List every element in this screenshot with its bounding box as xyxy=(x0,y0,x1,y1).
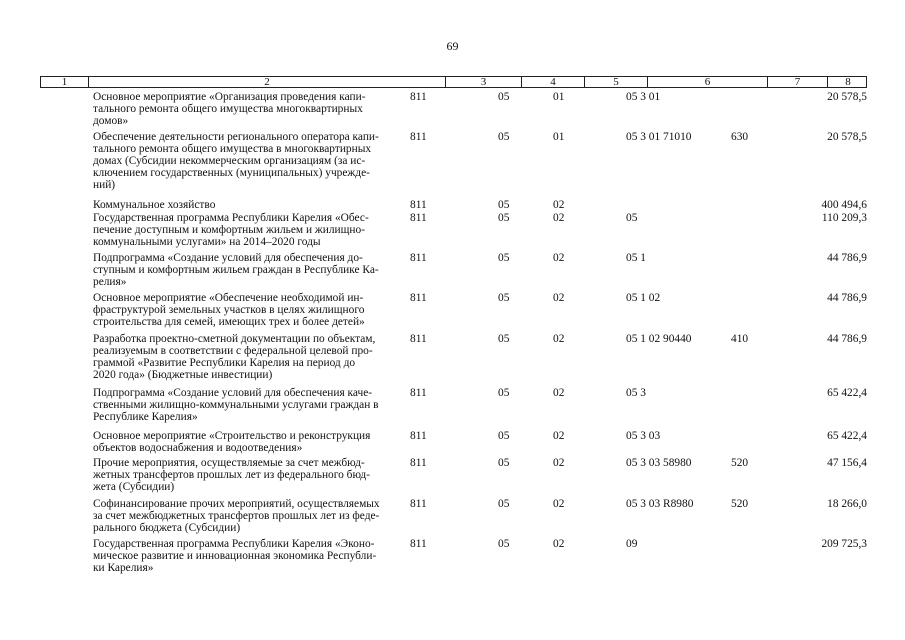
row-description xyxy=(93,457,398,493)
row-description-line: релия» xyxy=(93,276,127,288)
row-description xyxy=(93,91,398,127)
row-description xyxy=(93,333,398,381)
row-amount: 65 422,4 xyxy=(827,430,867,442)
header-col-3: 3 xyxy=(446,77,522,87)
header-col-5: 5 xyxy=(585,77,648,87)
row-description-line: коммунальными услугами» на 2014–2020 годы xyxy=(93,236,321,248)
row-description xyxy=(93,212,398,248)
row-description-line: Коммунальное хозяйство xyxy=(93,199,216,211)
row-description-line: Основное мероприятие «Организация проведения капи- xyxy=(93,91,366,103)
row-target-article: 05 3 03 R8980 xyxy=(626,498,694,510)
row-section: 05 xyxy=(498,199,510,211)
row-description-line: Обеспечение деятельности регионального оператора капи- xyxy=(93,131,379,143)
row-description xyxy=(93,387,398,423)
row-expense-type: 520 xyxy=(731,498,749,510)
row-section: 05 xyxy=(498,91,510,103)
row-target-article: 05 1 02 90440 xyxy=(626,333,692,345)
row-subsection: 02 xyxy=(553,430,565,442)
row-amount: 400 494,6 xyxy=(821,199,867,211)
row-amount: 209 725,3 xyxy=(821,538,867,550)
row-target-article: 05 3 01 xyxy=(626,91,661,103)
row-expense-type: 410 xyxy=(731,333,749,345)
row-description-line: печение доступным и комфортным жильем и жилищно- xyxy=(93,224,365,236)
row-description-line: ний) xyxy=(93,179,116,191)
row-amount: 44 786,9 xyxy=(827,252,867,264)
row-description xyxy=(93,538,398,574)
row-target-article: 05 3 xyxy=(626,387,646,399)
row-description-line: Основное мероприятие «Обеспечение необходимой ин- xyxy=(93,292,364,304)
row-description-line: домах (Субсидии некоммерческим организациям (за ис- xyxy=(93,155,366,167)
row-expense-type: 630 xyxy=(731,131,749,143)
row-grbs: 811 xyxy=(410,131,427,143)
row-subsection: 02 xyxy=(553,199,565,211)
row-target-article: 05 1 xyxy=(626,252,646,264)
row-description-line: Софинансирование прочих мероприятий, осуществляемых xyxy=(93,498,380,510)
row-amount: 110 209,3 xyxy=(821,212,867,224)
header-col-1: 1 xyxy=(41,77,89,87)
row-description-line: Государственная программа Республики Карелия «Эконо- xyxy=(93,538,375,550)
row-description-line: ки Карелия» xyxy=(93,562,154,574)
row-target-article: 05 3 03 xyxy=(626,430,661,442)
row-amount: 44 786,9 xyxy=(827,333,867,345)
row-description-line: рального бюджета (Субсидии) xyxy=(93,522,241,534)
row-description-line: Республике Карелия» xyxy=(93,411,198,423)
row-grbs: 811 xyxy=(410,430,427,442)
row-amount: 18 266,0 xyxy=(827,498,867,510)
header-col-6: 6 xyxy=(648,77,768,87)
row-description xyxy=(93,252,398,288)
row-subsection: 01 xyxy=(553,131,565,143)
row-section: 05 xyxy=(498,131,510,143)
row-section: 05 xyxy=(498,212,510,224)
row-grbs: 811 xyxy=(410,199,427,211)
row-amount: 47 156,4 xyxy=(827,457,867,469)
row-section: 05 xyxy=(498,387,510,399)
row-section: 05 xyxy=(498,333,510,345)
row-description-line: 2020 года» (Бюджетные инвестиции) xyxy=(93,369,273,381)
row-description-line: за счет межбюджетных трансфертов прошлых лет из феде- xyxy=(93,510,380,522)
row-description-line: жета (Субсидии) xyxy=(93,481,175,493)
row-amount: 20 578,5 xyxy=(827,91,867,103)
row-description xyxy=(93,430,398,454)
row-amount: 20 578,5 xyxy=(827,131,867,143)
row-description-line: Разработка проектно-сметной документации по объектам, xyxy=(93,333,376,345)
row-description-line: тального ремонта общего имущества многоквартирных xyxy=(93,103,363,115)
row-section: 05 xyxy=(498,252,510,264)
row-grbs: 811 xyxy=(410,212,427,224)
row-description-line: ключением государственных (муниципальных) учрежде- xyxy=(93,167,370,179)
row-description-line: тального ремонта общего имущества в многоквартирных xyxy=(93,143,372,155)
row-target-article: 05 1 02 xyxy=(626,292,661,304)
row-expense-type: 520 xyxy=(731,457,749,469)
row-description-line: жетных трансфертов прошлых лет из федерального бюд- xyxy=(93,469,370,481)
header-col-4: 4 xyxy=(522,77,585,87)
row-subsection: 02 xyxy=(553,387,565,399)
row-subsection: 02 xyxy=(553,538,565,550)
row-grbs: 811 xyxy=(410,457,427,469)
row-description-line: Подпрограмма «Создание условий для обеспечения до- xyxy=(93,252,363,264)
row-grbs: 811 xyxy=(410,498,427,510)
row-description-line: реализуемым в соответствии с федеральной целевой про- xyxy=(93,345,373,357)
row-subsection: 02 xyxy=(553,498,565,510)
row-description-line: фраструктурой земельных участков в целях жилищного xyxy=(93,304,365,316)
row-description-line: строительства для семей, имеющих трех и более детей» xyxy=(93,316,365,328)
row-target-article: 09 xyxy=(626,538,638,550)
row-grbs: 811 xyxy=(410,538,427,550)
row-subsection: 02 xyxy=(553,212,565,224)
row-description-line: ступным и комфортным жильем граждан в Республике Ка- xyxy=(93,264,379,276)
row-description-line: граммой «Развитие Республики Карелия на период до xyxy=(93,357,356,369)
row-target-article: 05 3 03 58980 xyxy=(626,457,692,469)
row-grbs: 811 xyxy=(410,387,427,399)
row-target-article: 05 xyxy=(626,212,638,224)
row-description xyxy=(93,199,398,211)
row-subsection: 02 xyxy=(553,457,565,469)
row-section: 05 xyxy=(498,457,510,469)
row-description-line: Прочие мероприятия, осуществляемые за счет межбюд- xyxy=(93,457,365,469)
row-description-line: мическое развитие и инновационная экономика Республи- xyxy=(93,550,377,562)
row-amount: 65 422,4 xyxy=(827,387,867,399)
row-subsection: 01 xyxy=(553,91,565,103)
row-description-line: Государственная программа Республики Карелия «Обес- xyxy=(93,212,369,224)
row-description-line: домов» xyxy=(93,115,129,127)
row-description-line: объектов водоснабжения и водоотведения» xyxy=(93,442,303,454)
row-grbs: 811 xyxy=(410,292,427,304)
row-amount: 44 786,9 xyxy=(827,292,867,304)
row-description xyxy=(93,498,398,534)
header-col-7: 7 xyxy=(768,77,828,87)
header-col-8: 8 xyxy=(845,76,851,88)
row-section: 05 xyxy=(498,292,510,304)
row-description xyxy=(93,292,398,328)
row-subsection: 02 xyxy=(553,333,565,345)
row-grbs: 811 xyxy=(410,333,427,345)
row-section: 05 xyxy=(498,430,510,442)
row-target-article: 05 3 01 71010 xyxy=(626,131,692,143)
row-description xyxy=(93,131,398,191)
row-description-line: Основное мероприятие «Строительство и реконструкция xyxy=(93,430,371,442)
row-subsection: 02 xyxy=(553,292,565,304)
row-grbs: 811 xyxy=(410,252,427,264)
row-subsection: 02 xyxy=(553,252,565,264)
row-section: 05 xyxy=(498,538,510,550)
row-grbs: 811 xyxy=(410,91,427,103)
row-section: 05 xyxy=(498,498,510,510)
header-col-2: 2 xyxy=(89,77,446,87)
row-description-line: Подпрограмма «Создание условий для обеспечения каче- xyxy=(93,387,373,399)
page-number: 69 xyxy=(446,39,459,53)
row-description-line: ственными жилищно-коммунальными услугами граждан в xyxy=(93,399,379,411)
table-header xyxy=(40,76,867,88)
